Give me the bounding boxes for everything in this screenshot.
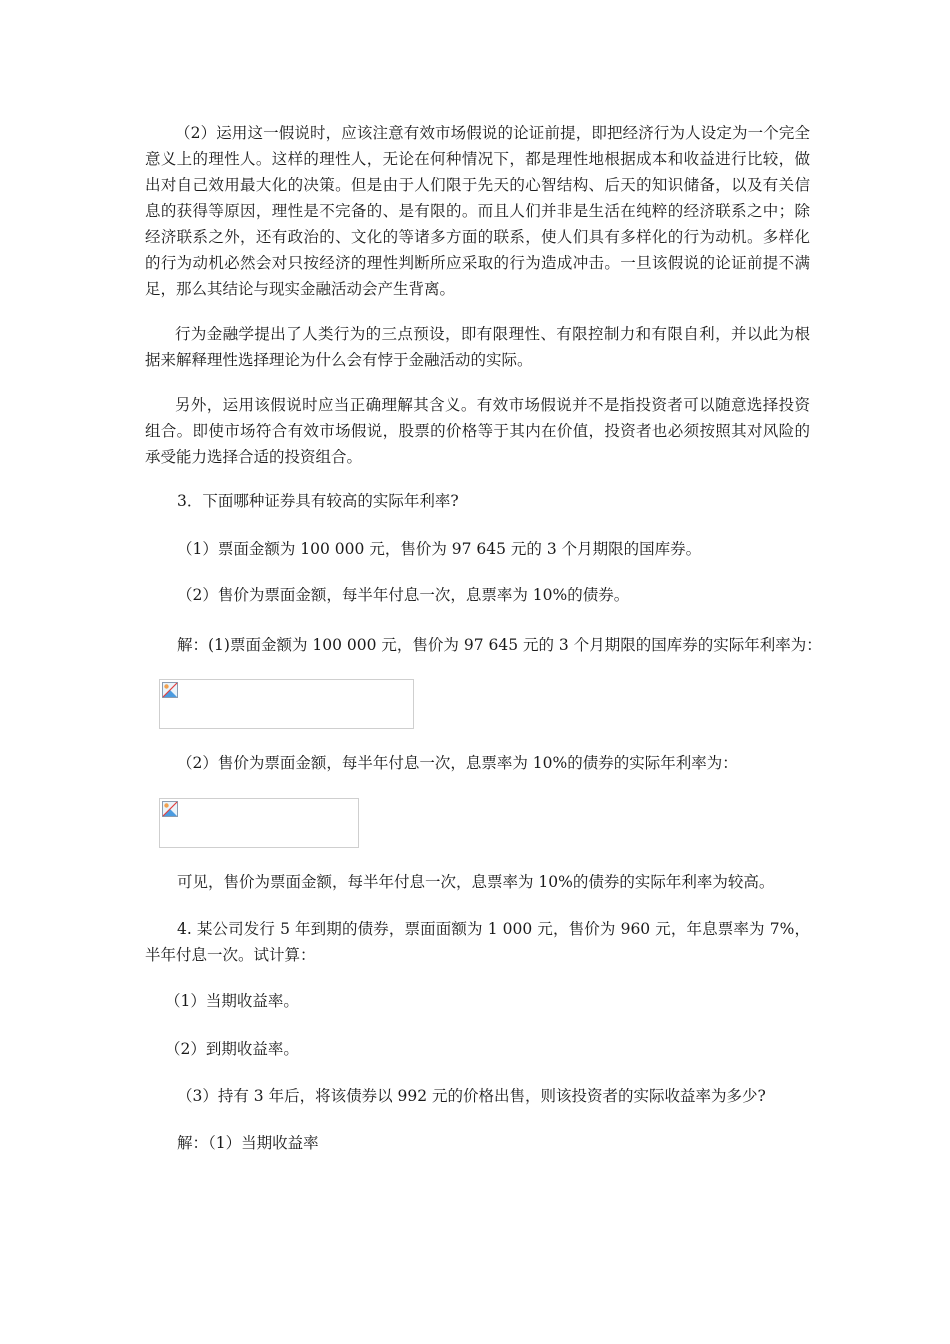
question-4-item-1: （1）当期收益率。 — [165, 992, 299, 1010]
answer-3-conclusion: 可见，售价为票面金额，每半年付息一次，息票率为 10%的债券的实际年利率为较高。 — [177, 873, 775, 891]
formula-image-placeholder — [159, 679, 414, 729]
answer-4-part-1: 解：（1）当期收益率 — [177, 1134, 319, 1152]
question-3-item-2: （2）售价为票面金额，每半年付息一次，息票率为 10%的债券。 — [177, 586, 630, 604]
answer-3-part-1: 解：(1)票面金额为 100 000 元，售价为 97 645 元的 3 个月期限的国库券的实际年利率为： — [177, 636, 822, 654]
broken-image-icon — [162, 682, 178, 698]
answer-3-part-2: （2）售价为票面金额，每半年付息一次，息票率为 10%的债券的实际年利率为： — [177, 754, 738, 772]
paragraph-hypothesis-meaning: 另外，运用该假说时应当正确理解其含义。有效市场假说并不是指投资者可以随意选择投资组合。即使市场符合有效市场假说，股票的价格等于其内在价值，投资者也必须按照其对风险的承受能力选择合适的投资组合。 — [145, 396, 810, 466]
paragraph-efficient-market-premise: （2）运用这一假说时，应该注意有效市场假说的论证前提，即把经济行为人设定为一个完全意义上的理性人。这样的理性人，无论在何种情况下，都是理性地根据成本和收益进行比较，做出对自己效用最大化的决策。但是由于人们限于先天的心智结构、后天的知识储备，以及有关信息的获得等原因，理性是不完备的、是有限的。而且人们并非是生活在纯粹的经济联系之中；除经济联系之外，还有政治的、文化的等诸多方面的联系，使人们具有多样化的行为动机。多样化的行为动机必然会对只按经济的理性判断所应采取的行为造成冲击。一旦该假说的论证前提不满足，那么其结论与现实金融活动会产生背离。 — [145, 124, 810, 298]
question-4-item-2: （2）到期收益率。 — [165, 1040, 299, 1058]
formula-image-placeholder — [159, 798, 359, 848]
question-4-item-3: （3）持有 3 年后，将该债券以 992 元的价格出售，则该投资者的实际收益率为多少? — [177, 1087, 766, 1105]
question-3-item-1: （1）票面金额为 100 000 元，售价为 97 645 元的 3 个月期限的国库券。 — [177, 540, 702, 558]
paragraph-behavioral-finance: 行为金融学提出了人类行为的三点预设，即有限理性、有限控制力和有限自利，并以此为根据来解释理性选择理论为什么会有悖于金融活动的实际。 — [145, 325, 810, 369]
question-4: 4. 某公司发行 5 年到期的债券，票面面额为 1 000 元，售价为 960 元，年息票率为 7%，半年付息一次。试计算： — [145, 920, 810, 964]
broken-image-icon — [162, 801, 178, 817]
question-3: 3．下面哪种证券具有较高的实际年利率? — [177, 492, 459, 510]
